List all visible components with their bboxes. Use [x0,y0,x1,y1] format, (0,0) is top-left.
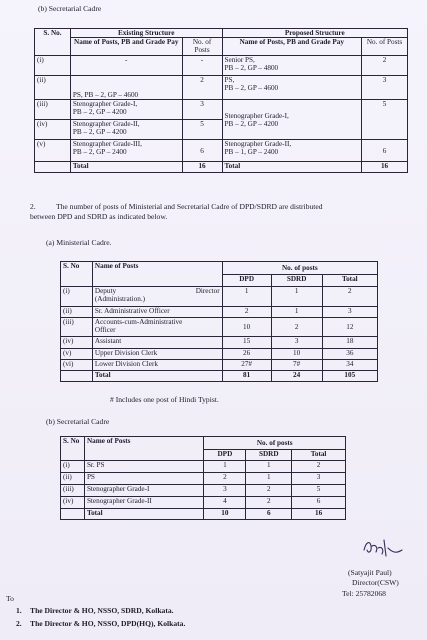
t1-no-proposed-merged: 5 [362,100,408,140]
t1-post-proposed-line2: PB – 2, GP – 4800 [224,64,279,72]
table-row [61,337,378,349]
t1-header-sno: S. No. [35,29,71,56]
t1-total-existing: 16 [182,162,222,173]
table-total-row [35,162,408,173]
table-row [61,360,378,371]
table-row [35,100,408,120]
t3-post-name: Stenographer Grade-I [84,485,204,497]
t2-header-total: Total [322,275,377,287]
t1-post-proposed-line2: PB – 1, GP – 2400 [224,148,279,156]
t2-post-name: Assistant [92,337,222,349]
t2-post-name [92,318,222,337]
t1-sno: (iv) [35,120,71,140]
t2-post-name: Upper Division Clerk [92,349,222,360]
t2-dpd: 26 [222,349,271,360]
para2-line2: between DPD and SDRD as indicated below. [30,212,168,221]
t1-header-no-proposed: No. of Posts [362,38,408,56]
t3-total: 6 [292,497,346,509]
t2-sdrd: 1 [271,287,322,307]
signatory-tel: Tel: 25782068 [342,589,386,598]
t3-header-dpd: DPD [204,450,246,461]
t2-dpd: 2 [222,307,271,318]
t2-post-name [92,287,222,307]
t1-no-existing: 3 [182,100,222,120]
t1-post-existing: - [70,56,182,76]
t2-header-sno: S. No [61,262,93,287]
t1-post-existing-line2: PB – 2, GP – 2400 [72,148,127,156]
t2-total: 34 [322,360,377,371]
t1-no-existing: 6 [182,140,222,162]
t2-sno: (vi) [61,360,93,371]
table-row [35,56,408,76]
table-row [35,76,408,100]
t1-total-label: Total [70,162,182,173]
t3-total: 5 [292,485,346,497]
t3-post-name: Stenographer Grade-II [84,497,204,509]
table-row [61,485,346,497]
existing-proposed-table [34,28,408,173]
t3-sdrd: 1 [246,473,292,485]
t2-total-label: Total [92,371,222,382]
t3-dpd: 4 [204,497,246,509]
t2-total-total: 105 [322,371,377,382]
t3-header-sno: S. No [61,437,85,461]
t1-sno: (i) [35,56,71,76]
t2-sno: (ii) [61,307,93,318]
t2-total: 2 [322,287,377,307]
t3-dpd: 3 [204,485,246,497]
recipient-1-number: 1. [16,606,22,615]
recipient-2-number: 2. [16,619,22,628]
section-b-title: (b) Secretarial Cadre [38,4,102,13]
t2-dpd: 15 [222,337,271,349]
t2-post-name-line1: Accounts-cum-Administrative [94,318,183,326]
t3-total-label: Total [84,509,204,520]
t1-post-proposed-line1: PS, [224,76,235,84]
t3-sdrd: 2 [246,485,292,497]
para2-line1: The number of posts of Ministerial and Secretarial Cadre of DPD/SDRD are distributed [56,202,323,211]
t3-dpd: 1 [204,461,246,473]
table-row [61,461,346,473]
t3-header-name: Name of Posts [84,437,204,461]
t1-post-existing-line1: Stenographer Grade-I, [72,100,138,108]
t3-post-name: Sr. PS [84,461,204,473]
t2-sno: (iv) [61,337,93,349]
t1-post-proposed-line1: Stenographer Grade-II, [224,140,292,148]
t3-sno: (i) [61,461,85,473]
t1-merged-line2: PB – 2, GP – 4200 [224,119,279,128]
t1-post-existing [70,100,182,120]
t3-total: 3 [292,473,346,485]
table-row [61,497,346,509]
t1-total-empty [35,162,71,173]
t3-sdrd: 2 [246,497,292,509]
table-total-row [61,371,378,382]
t2-sdrd: 10 [271,349,322,360]
secretarial-title: (b) Secretarial Cadre [46,417,110,426]
t2-total-dpd: 81 [222,371,271,382]
t2-sdrd: 3 [271,337,322,349]
t3-total: 2 [292,461,346,473]
t2-total: 18 [322,337,377,349]
t1-no-existing: - [182,56,222,76]
t1-post-existing-line1: Stenographer Grade-III, [72,140,142,148]
t2-sno: (iii) [61,318,93,337]
t2-sno: (v) [61,349,93,360]
t1-merged-line1: Stenographer Grade-I, [224,111,289,120]
t1-post-existing [70,140,182,162]
t2-header-sdrd: SDRD [271,275,322,287]
t2-sdrd: 2 [271,318,322,337]
t1-no-existing: 2 [182,76,222,100]
t1-header-proposed: Proposed Structure [222,29,408,38]
t1-header-existing: Existing Structure [70,29,222,38]
t2-header-name: Name of Posts [92,262,222,287]
t1-sno: (v) [35,140,71,162]
t3-dpd: 2 [204,473,246,485]
t2-dpd: 1 [222,287,271,307]
t3-total-dpd: 10 [204,509,246,520]
t1-header-post-proposed: Name of Posts, PB and Grade Pay [222,38,362,56]
footnote: # Includes one post of Hindi Typist. [110,395,219,404]
signatory-title: Director(CSW) [352,578,399,587]
t1-sno: (ii) [35,76,71,100]
t3-header-no-of-posts: No. of posts [204,437,346,450]
t3-header-total: Total [292,450,346,461]
para2-number: 2. [30,202,36,211]
t3-total-empty [61,509,85,520]
table-row [61,349,378,360]
t1-post-existing-line1: Stenographer Grade-II, [72,120,140,128]
t1-sno: (iii) [35,100,71,120]
t2-post-name-part1: Deputy [94,287,117,295]
t1-no-existing: 5 [182,120,222,140]
t1-post-existing: PS, PB – 2, GP – 4600 [70,76,182,100]
table-row [61,473,346,485]
secretarial-cadre-table [60,436,346,520]
t3-sno: (ii) [61,473,85,485]
t1-header-post-existing: Name of Posts, PB and Grade Pay [70,38,182,56]
t2-header-dpd: DPD [222,275,271,287]
t2-post-name-line2: (Administration.) [94,295,146,303]
t1-no-proposed: 3 [362,76,408,100]
t1-post-proposed [222,140,362,162]
t2-dpd: 10 [222,318,271,337]
t2-sno: (i) [61,287,93,307]
t1-post-proposed-line2: PB – 2, GP – 4600 [224,84,279,92]
table-row [61,287,378,307]
handwritten-signature [360,534,406,562]
to-label: To [6,594,14,603]
t2-post-name: Sr. Administrative Officer [92,307,222,318]
t1-header-no-existing: No. of Posts [182,38,222,56]
t2-post-name-part2: Director [195,287,220,295]
t2-header-no-of-posts: No. of posts [222,262,377,275]
t1-total-label-proposed: Total [222,162,362,173]
t2-total: 3 [322,307,377,318]
table-row [61,307,378,318]
t1-post-proposed [222,56,362,76]
t2-post-name-line2: Officer [94,326,116,334]
t2-total-empty [61,371,93,382]
t3-header-sdrd: SDRD [246,450,292,461]
t1-post-proposed [222,76,362,100]
t2-total: 12 [322,318,377,337]
recipient-2: The Director & HO, NSSO, DPD(HQ), Kolkata. [30,619,186,628]
t2-post-name: Lower Division Clerk [92,360,222,371]
t1-post-proposed-merged [222,100,362,140]
t1-post-existing-line2: PB – 2, GP – 4200 [72,128,127,136]
t3-sdrd: 1 [246,461,292,473]
recipient-1: The Director & HO, NSSO, SDRD, Kolkata. [30,606,174,615]
ministerial-title: (a) Ministerial Cadre. [46,238,112,247]
t2-dpd: 27# [222,360,271,371]
signatory-name: (Satyajit Paul) [348,568,392,577]
t3-post-name: PS [84,473,204,485]
t3-total-sdrd: 6 [246,509,292,520]
ministerial-cadre-table [60,261,378,382]
t2-total: 36 [322,349,377,360]
t1-no-proposed: 6 [362,140,408,162]
table-total-row [61,509,346,520]
t1-no-proposed: 2 [362,56,408,76]
t2-sdrd: 7# [271,360,322,371]
t2-total-sdrd: 24 [271,371,322,382]
t3-total-total: 16 [292,509,346,520]
table-row [61,318,378,337]
t3-sno: (iv) [61,497,85,509]
t3-sno: (iii) [61,485,85,497]
t1-post-existing [70,120,182,140]
table-row [35,140,408,162]
t1-post-proposed-line1: Senior PS, [224,56,255,64]
t2-sdrd: 1 [271,307,322,318]
t1-total-proposed: 16 [362,162,408,173]
t1-post-existing-line2: PB – 2, GP – 4200 [72,108,127,116]
